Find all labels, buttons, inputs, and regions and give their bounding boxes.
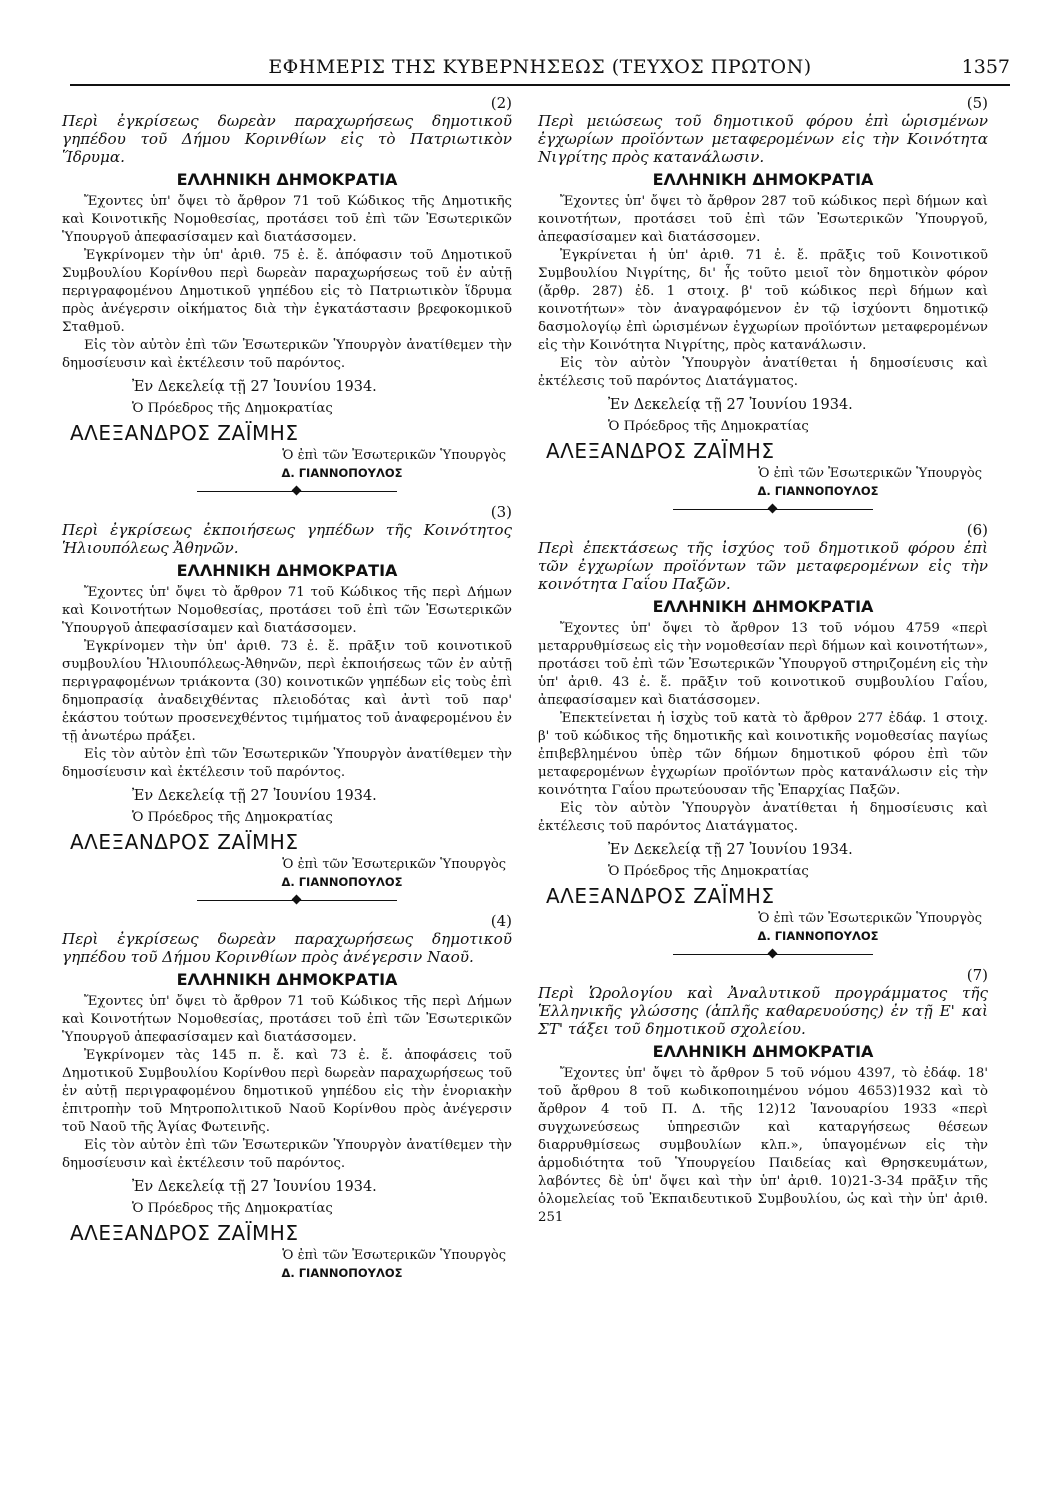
minister-name: Δ. ΓΙΑΝΝΟΠΟΥΛΟΣ xyxy=(757,484,879,498)
gazette-title: ΕΦΗΜΕΡΙΣ ΤΗΣ ΚΥΒΕΡΝΗΣΕΩΣ (ΤΕΥΧΟΣ ΠΡΩΤΟΝ) xyxy=(268,56,812,78)
minister-title: Ὁ ἐπὶ τῶν Ἐσωτερικῶν Ὑπουργὸς xyxy=(282,448,506,463)
paragraph: Ἐγκρίνομεν τὴν ὑπ' ἀριθ. 73 ἐ. ἔ. πρᾶξιν τοῦ κοινοτικοῦ συμβουλίου Ἡλιουπόλεως-Ἀθηνῶν, περὶ ἐκποιήσεως τῶν ἐν αὐτῇ περιγραφομένων τριάκοντα (30) κοινοτικῶν γηπέδων εἰς τοὺς ἐπὶ δημοπρασίᾳ ἀναδειχθέντας πλειοδότας καὶ ἀντὶ τοῦ παρ' ἑκάστου τούτων προσενεχθέντος τιμήματος τοῦ ἀναφερομένου ἐν τῇ ἀνωτέρω πράξει. xyxy=(62,639,512,744)
paragraph: Εἰς τὸν αὐτὸν Ὑπουργὸν ἀνατίθεται ἡ δημοσίευσις καὶ ἐκτέλεσις τοῦ παρόντος Διατάγματος. xyxy=(538,801,988,834)
minister-title: Ὁ ἐπὶ τῶν Ἐσωτερικῶν Ὑπουργὸς xyxy=(282,857,506,872)
decree-7 xyxy=(538,966,988,1227)
decree-6 xyxy=(538,521,988,944)
decree-number: (4) xyxy=(490,912,512,930)
decree-subject: Περὶ ἐπεκτάσεως τῆς ἰσχύος τοῦ δημοτικοῦ φόρου ἐπὶ τῶν ἐγχωρίων προϊόντων τῶν μεταφερομένων εἰς τὴν κοινότητα Γαΐου Παξῶν. xyxy=(538,539,988,593)
president-name: ΑΛΕΞΑΝΔΡΟΣ ΖΑΪΜΗΣ xyxy=(70,1221,299,1245)
page-number: 1357 xyxy=(961,56,1010,78)
paragraph: Εἰς τὸν αὐτὸν Ὑπουργὸν ἀνατίθεται ἡ δημοσίευσις καὶ ἐκτέλεσις τοῦ παρόντος Διατάγματος. xyxy=(538,356,988,389)
decree-number: (5) xyxy=(966,94,988,112)
president-name: ΑΛΕΞΑΝΔΡΟΣ ΖΑΪΜΗΣ xyxy=(546,439,775,463)
minister-title: Ὁ ἐπὶ τῶν Ἐσωτερικῶν Ὑπουργὸς xyxy=(758,911,982,926)
republic-heading: ΕΛΛΗΝΙΚΗ ΔΗΜΟΚΡΑΤΙΑ xyxy=(652,597,874,616)
section-separator xyxy=(62,481,512,503)
decree-subject: Περὶ μειώσεως τοῦ δημοτικοῦ φόρου ἐπὶ ὡρισμένων ἐγχωρίων προϊόντων μεταφερομένων εἰς τὴν Κοινότητα Νιγρίτης πρὸς κατανάλωσιν. xyxy=(538,112,988,166)
section-separator xyxy=(538,499,988,521)
president-name: ΑΛΕΞΑΝΔΡΟΣ ΖΑΪΜΗΣ xyxy=(546,884,775,908)
minister-name: Δ. ΓΙΑΝΝΟΠΟΥΛΟΣ xyxy=(281,466,403,480)
decree-2 xyxy=(62,94,512,481)
decree-subject: Περὶ Ὡρολογίου καὶ Ἀναλυτικοῦ προγράμματος τῆς Ἑλληνικῆς γλώσσης (ἁπλῆς καθαρευούσης) ἐν τῇ Ε' καὶ ΣΤ' τάξει τοῦ δημοτικοῦ σχολείου. xyxy=(538,984,988,1038)
republic-heading: ΕΛΛΗΝΙΚΗ ΔΗΜΟΚΡΑΤΙΑ xyxy=(652,170,874,189)
paragraph: Ἐπεκτείνεται ἡ ἰσχὺς τοῦ κατὰ τὸ ἄρθρον 277 ἐδάφ. 1 στοιχ. β' τοῦ κώδικος τῆς δημοτικῆς καὶ κοινοτικῆς νομοθεσίας παγίως ἐπιβεβλημένου ὑπὲρ τῶν δήμων δημοτικοῦ φόρου ἐπὶ τῶν μεταφερομένων ἐγχωρίων προϊόντων πρὸς κατανάλωσιν εἰς τὴν κοινότητα Γαΐου πρωτεύουσαν τῆς Ἐπαρχίας Παξῶν. xyxy=(538,711,988,798)
republic-heading: ΕΛΛΗΝΙΚΗ ΔΗΜΟΚΡΑΤΙΑ xyxy=(176,970,398,989)
left-column xyxy=(62,94,512,1281)
decree-date: Ἐν Δεκελείᾳ τῇ 27 Ἰουνίου 1934. xyxy=(608,842,853,858)
president-title: Ὁ Πρόεδρος τῆς Δημοκρατίας xyxy=(132,1201,333,1216)
minister-name: Δ. ΓΙΑΝΝΟΠΟΥΛΟΣ xyxy=(281,875,403,889)
decree-date: Ἐν Δεκελείᾳ τῇ 27 Ἰουνίου 1934. xyxy=(608,397,853,413)
section-separator xyxy=(538,944,988,966)
decree-subject: Περὶ ἐγκρίσεως δωρεὰν παραχωρήσεως δημοτικοῦ γηπέδου τοῦ Δήμου Κορινθίων εἰς τὸ Πατριωτικὸν Ἵδρυμα. xyxy=(62,112,512,166)
decree-5 xyxy=(538,94,988,499)
paragraph: Εἰς τὸν αὐτὸν ἐπὶ τῶν Ἐσωτερικῶν Ὑπουργὸν ἀνατίθεμεν τὴν δημοσίευσιν καὶ ἐκτέλεσιν τοῦ παρόντος. xyxy=(62,1138,512,1171)
president-title: Ὁ Πρόεδρος τῆς Δημοκρατίας xyxy=(608,419,809,434)
paragraph: Ἐγκρίνομεν τὰς 145 π. ἔ. καὶ 73 ἐ. ἔ. ἀποφάσεις τοῦ Δημοτικοῦ Συμβουλίου Κορίνθου περὶ δωρεὰν παραχωρήσεως τοῦ ἐν αὐτῇ περιγραφομένου δημοτικοῦ γηπέδου εἰς τὴν ἐνοριακὴν ἐπιτροπὴν τοῦ Μητροπολιτικοῦ Ναοῦ Κορίνθου πρὸς ἀνέγερσιν τοῦ Ναοῦ τῆς Ἁγίας Φωτεινῆς. xyxy=(62,1048,512,1135)
decree-subject: Περὶ ἐγκρίσεως δωρεὰν παραχωρήσεως δημοτικοῦ γηπέδου τοῦ Δήμου Κορινθίων πρὸς ἀνέγερσιν Ναοῦ. xyxy=(62,930,512,966)
paragraph: Ἔχοντες ὑπ' ὄψει τὸ ἄρθρον 71 τοῦ Κώδικος τῆς περὶ Δήμων καὶ Κοινοτήτων Νομοθεσίας, προτάσει τοῦ ἐπὶ τῶν Ἐσωτερικῶν Ὑπουργοῦ ἀπεφασίσαμεν καὶ διατάσσομεν. xyxy=(62,994,512,1045)
paragraph: Ἔχοντες ὑπ' ὄψει τὸ ἄρθρον 287 τοῦ κώδικος περὶ δήμων καὶ κοινοτήτων, προτάσει τοῦ ἐπὶ τῶν Ἐσωτερικῶν Ὑπουργοῦ, ἀπεφασίσαμεν καὶ διατάσσομεν. xyxy=(538,194,988,245)
minister-title: Ὁ ἐπὶ τῶν Ἐσωτερικῶν Ὑπουργὸς xyxy=(282,1248,506,1263)
decree-3 xyxy=(62,503,512,890)
president-name: ΑΛΕΞΑΝΔΡΟΣ ΖΑΪΜΗΣ xyxy=(70,421,299,445)
minister-title: Ὁ ἐπὶ τῶν Ἐσωτερικῶν Ὑπουργὸς xyxy=(758,466,982,481)
minister-name: Δ. ΓΙΑΝΝΟΠΟΥΛΟΣ xyxy=(281,1266,403,1280)
paragraph: Ἐγκρίνεται ἡ ὑπ' ἀριθ. 71 ἐ. ἔ. πρᾶξις τοῦ Κοινοτικοῦ Συμβουλίου Νιγρίτης, δι' ἧς τοῦτο μειοῖ τὸν δημοτικὸν φόρον (ἄρθρ. 287) ἐδ. 1 στοιχ. β' τοῦ κώδικος περὶ δήμων καὶ κοινοτήτων» τὸν ἀναγραφόμενον ἐν τῷ ἰσχύοντι δημοτικῷ δασμολογίῳ ἐπὶ ὡρισμένων ἐγχωρίων προϊόντων μεταφερομένων εἰς τὴν Κοινότητα Νιγρίτης, πρὸς κατανάλωσιν. xyxy=(538,248,988,353)
paragraph: Εἰς τὸν αὐτὸν ἐπὶ τῶν Ἐσωτερικῶν Ὑπουργὸν ἀνατίθεμεν τὴν δημοσίευσιν καὶ ἐκτέλεσιν τοῦ παρόντος. xyxy=(62,747,512,780)
decree-date: Ἐν Δεκελείᾳ τῇ 27 Ἰουνίου 1934. xyxy=(132,379,377,395)
decree-date: Ἐν Δεκελείᾳ τῇ 27 Ἰουνίου 1934. xyxy=(132,788,377,804)
president-name: ΑΛΕΞΑΝΔΡΟΣ ΖΑΪΜΗΣ xyxy=(70,830,299,854)
decree-number: (3) xyxy=(490,503,512,521)
president-title: Ὁ Πρόεδρος τῆς Δημοκρατίας xyxy=(132,401,333,416)
paragraph: Ἔχοντες ὑπ' ὄψει τὸ ἄρθρον 71 τοῦ Κώδικος τῆς Δημοτικῆς καὶ Κοινοτικῆς Νομοθεσίας, προτάσει τοῦ ἐπὶ τῶν Ἐσωτερικῶν Ὑπουργοῦ ἀπεφασίσαμεν καὶ διατάσσομεν. xyxy=(62,194,512,245)
paragraph: Ἔχοντες ὑπ' ὄψει τὸ ἄρθρον 5 τοῦ νόμου 4397, τὸ ἐδάφ. 18' τοῦ ἄρθρου 8 τοῦ κωδικοποιημένου νόμου 4653)1932 καὶ τὸ ἄρθρον 4 τοῦ Π. Δ. τῆς 12)12 Ἰανουαρίου 1933 «περὶ συγχωνεύσεως ὑπηρεσιῶν καὶ καταργήσεως θέσεων διαρρυθμίσεως συμβουλίων κλπ.», ὑπαγομένων εἰς τὴν ἁρμοδιότητα τοῦ Ὑπουργείου Παιδείας καὶ Θρησκευμάτων, λαβόντες δὲ ὑπ' ὄψει καὶ τὴν ὑπ' ἀριθ. 10)21-3-34 πρᾶξιν τῆς ὁλομελείας τοῦ Ἐκπαιδευτικοῦ Συμβουλίου, ὡς καὶ τὴν ὑπ' ἀριθ. 251 xyxy=(538,1066,988,1225)
republic-heading: ΕΛΛΗΝΙΚΗ ΔΗΜΟΚΡΑΤΙΑ xyxy=(652,1042,874,1061)
header-rule xyxy=(70,84,1010,86)
paragraph: Ἐγκρίνομεν τὴν ὑπ' ἀριθ. 75 ἐ. ἔ. ἀπόφασιν τοῦ Δημοτικοῦ Συμβουλίου Κορίνθου περὶ δωρεὰν παραχωρήσεως τοῦ ἐν αὐτῇ περιγραφομένου Δημοτικοῦ γηπέδου εἰς τὸ Πατριωτικὸν ἵδρυμα πρὸς ἀνέγερσιν οἰκήματος διὰ τὴν ἐγκατάστασιν βρεφοκομικοῦ Σταθμοῦ. xyxy=(62,248,512,335)
paragraph: Ἔχοντες ὑπ' ὄψει τὸ ἄρθρον 71 τοῦ Κώδικος τῆς περὶ Δήμων καὶ Κοινοτήτων Νομοθεσίας, προτάσει τοῦ ἐπὶ τῶν Ἐσωτερικῶν Ὑπουργοῦ ἀπεφασίσαμεν καὶ διατάσσομεν. xyxy=(62,585,512,636)
republic-heading: ΕΛΛΗΝΙΚΗ ΔΗΜΟΚΡΑΤΙΑ xyxy=(176,170,398,189)
right-column xyxy=(538,94,988,1227)
decree-4 xyxy=(62,912,512,1281)
decree-subject: Περὶ ἐγκρίσεως ἐκποιήσεως γηπέδων τῆς Κοινότητος Ἡλιουπόλεως Ἀθηνῶν. xyxy=(62,521,512,557)
president-title: Ὁ Πρόεδρος τῆς Δημοκρατίας xyxy=(608,864,809,879)
section-separator xyxy=(62,890,512,912)
republic-heading: ΕΛΛΗΝΙΚΗ ΔΗΜΟΚΡΑΤΙΑ xyxy=(176,561,398,580)
minister-name: Δ. ΓΙΑΝΝΟΠΟΥΛΟΣ xyxy=(757,929,879,943)
paragraph: Ἔχοντες ὑπ' ὄψει τὸ ἄρθρον 13 τοῦ νόμου 4759 «περὶ μεταρρυθμίσεως εἰς τὴν νομοθεσίαν περὶ δήμων καὶ κοινοτήτων», προτάσει τοῦ ἐπὶ τῶν Ἐσωτερικῶν Ὑπουργοῦ στηριζομένη εἰς τὴν ὑπ' ἀριθ. 43 ἐ. ἔ. πρᾶξιν τοῦ κοινοτικοῦ συμβουλίου Γαΐου, ἀπεφασίσαμεν καὶ διατάσσομεν. xyxy=(538,621,988,708)
president-title: Ὁ Πρόεδρος τῆς Δημοκρατίας xyxy=(132,810,333,825)
decree-number: (6) xyxy=(966,521,988,539)
decree-number: (2) xyxy=(490,94,512,112)
page-header xyxy=(70,56,1010,84)
decree-number: (7) xyxy=(966,966,988,984)
decree-date: Ἐν Δεκελείᾳ τῇ 27 Ἰουνίου 1934. xyxy=(132,1179,377,1195)
paragraph: Εἰς τὸν αὐτὸν ἐπὶ τῶν Ἐσωτερικῶν Ὑπουργὸν ἀνατίθεμεν τὴν δημοσίευσιν καὶ ἐκτέλεσιν τοῦ παρόντος. xyxy=(62,338,512,371)
